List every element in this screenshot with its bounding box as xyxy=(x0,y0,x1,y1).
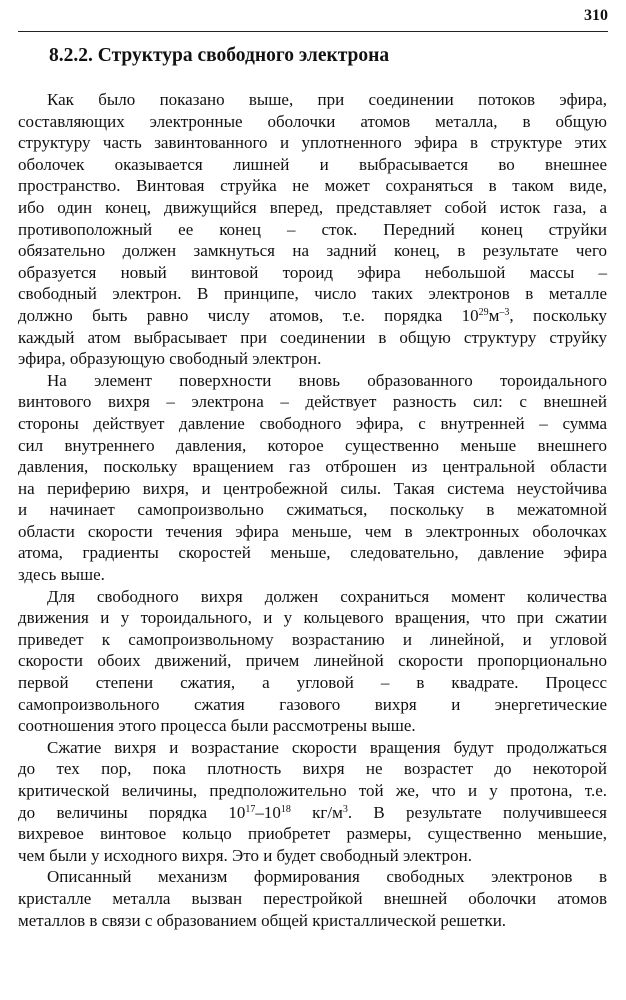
text-run: эфира, образующую свободный электрон. xyxy=(18,349,322,369)
text-run: соотношения этого процесса были рассмотрены выше. xyxy=(18,716,416,736)
paragraph xyxy=(18,586,607,737)
text-run: самопроизвольного сжатия газового вихря и энергетические xyxy=(18,694,607,714)
text-line xyxy=(18,521,607,543)
text-run: приведет к самопроизвольному возрастанию и линейной, и угловой xyxy=(18,629,607,649)
text-run: кристалле металла вызван перестройкой внешней оболочки атомов xyxy=(18,888,607,908)
text-line xyxy=(18,219,607,241)
text-run: Описанный механизм формирования свободных электронов в xyxy=(47,867,607,887)
text-line xyxy=(18,413,607,435)
text-run: и начинает самопроизвольно сжиматься, поскольку в межатомной xyxy=(18,500,607,520)
text-run: обязательно должен замкнуться на задний конец, в результате чего xyxy=(18,241,607,261)
text-line xyxy=(18,758,607,780)
text-run: чем были у исходного вихря. Это и будет свободный электрон. xyxy=(18,845,473,865)
text-line xyxy=(18,823,607,845)
text-run: . В результате получившееся xyxy=(347,802,608,822)
text-line xyxy=(18,89,607,111)
text-run: области скорости течения эфира меньше, чем в электронных оболочках xyxy=(18,521,607,541)
superscript: 17 xyxy=(245,803,256,815)
text-run: винтового вихря – электрона – действует разность сил: с внешней xyxy=(18,392,607,412)
text-run: критической величины, предположительно той же, что и у протона, т.е. xyxy=(18,781,607,800)
paragraph xyxy=(18,89,607,370)
text-run: –10 xyxy=(255,802,281,822)
section-title: 8.2.2. Структура свободного электрона xyxy=(49,45,390,66)
text-line xyxy=(18,672,607,694)
text-run: до величины порядка 10 xyxy=(18,802,246,822)
text-line xyxy=(18,175,607,197)
text-run: должно быть равно числу атомов, т.е. порядка 10 xyxy=(18,305,479,325)
text-line xyxy=(18,262,607,284)
text-line xyxy=(18,391,607,413)
text-run: образуется новый винтовой тороид эфира небольшой массы – xyxy=(18,262,607,282)
text-line xyxy=(18,802,607,824)
paragraph xyxy=(18,737,607,867)
body-text xyxy=(18,89,607,931)
text-line xyxy=(18,305,607,327)
text-run: давления, поскольку вращением газ отброшен из центральной области xyxy=(18,457,607,477)
text-run: скорости обоих движений, причем линейной скорости пропорционально xyxy=(18,651,607,671)
text-run: составляющих электронные оболочки атомов металла, в общую xyxy=(18,111,607,131)
text-run: первой степени сжатия, а угловой – в квадрате. Процесс xyxy=(18,673,607,693)
text-line xyxy=(18,542,607,564)
text-run: каждый атом выбрасывает при соединении в общую структуру струйку xyxy=(18,327,607,347)
text-run: Как было показано выше, при соединении потоков эфира, xyxy=(47,90,607,109)
text-line xyxy=(18,132,607,154)
text-line xyxy=(18,586,607,608)
text-run: , поскольку xyxy=(509,305,607,325)
text-run: вихревое винтовое кольцо приобретет размеры, существенно меньшие, xyxy=(18,824,607,844)
text-run: На элемент поверхности вновь образованного тороидального xyxy=(47,370,607,390)
text-run: Для свободного вихря должен сохраниться момент количества xyxy=(47,586,607,606)
superscript: 29 xyxy=(478,306,489,318)
superscript: –3 xyxy=(499,306,510,318)
text-run: стороны действует давление свободного эфира, с внутренней – сумма xyxy=(18,413,607,433)
text-line xyxy=(18,370,607,392)
text-run: кг/м xyxy=(290,802,343,822)
text-line xyxy=(18,111,607,133)
text-line xyxy=(18,154,607,176)
text-run: свободный электрон. В принципе, число таких электронов в металле xyxy=(18,284,607,304)
text-line xyxy=(18,240,607,262)
text-line xyxy=(18,478,607,500)
text-run: пространство. Винтовая струйка не может сохраняться в таком виде, xyxy=(18,176,607,196)
paragraph xyxy=(18,370,607,586)
text-line xyxy=(18,327,607,349)
text-run: оболочек оказывается лишней и выбрасывается во внешнее xyxy=(18,154,607,174)
text-line xyxy=(18,564,607,586)
text-run: Сжатие вихря и возрастание скорости вращения будут продолжаться xyxy=(47,737,607,757)
text-line xyxy=(18,348,607,370)
text-line xyxy=(18,715,607,737)
text-line xyxy=(18,499,607,521)
text-line xyxy=(18,629,607,651)
text-run: структуру часть завинтованного и уплотненного эфира в структуре этих xyxy=(18,133,607,153)
text-line xyxy=(18,197,607,219)
superscript: 18 xyxy=(280,803,291,815)
superscript: 3 xyxy=(342,803,348,815)
text-line xyxy=(18,888,607,910)
text-line xyxy=(18,283,607,305)
text-run: м xyxy=(488,305,500,325)
text-run: здесь выше. xyxy=(18,565,105,585)
text-line xyxy=(18,910,607,932)
text-line xyxy=(18,650,607,672)
header-rule xyxy=(18,31,608,32)
text-line xyxy=(18,456,607,478)
text-run: сил внутреннего давления, которое существенно меньше внешнего xyxy=(18,435,607,455)
text-run: на периферию вихря, и центробежной силы. Такая система неустойчива xyxy=(18,478,607,498)
text-run: атома, градиенты скоростей меньше, следовательно, давление эфира xyxy=(18,543,607,563)
text-line xyxy=(18,435,607,457)
text-run: до тех пор, пока плотность вихря не возрастет до некоторой xyxy=(18,759,607,779)
text-line xyxy=(18,866,607,888)
paragraph xyxy=(18,866,607,931)
text-line xyxy=(18,694,607,716)
text-run: движения и у тороидального, и у кольцевого вращения, что при сжатии xyxy=(18,608,607,628)
text-run: ибо один конец, движущийся вперед, представляет собой исток газа, а xyxy=(18,197,607,217)
text-run: противоположный ее конец – сток. Передний конец струйки xyxy=(18,219,607,239)
page-number: 310 xyxy=(584,7,608,24)
text-line xyxy=(18,737,607,759)
text-line xyxy=(18,845,607,867)
text-line xyxy=(18,607,607,629)
text-run: металлов в связи с образованием общей кристаллической решетки. xyxy=(18,910,507,930)
text-line xyxy=(18,780,607,802)
